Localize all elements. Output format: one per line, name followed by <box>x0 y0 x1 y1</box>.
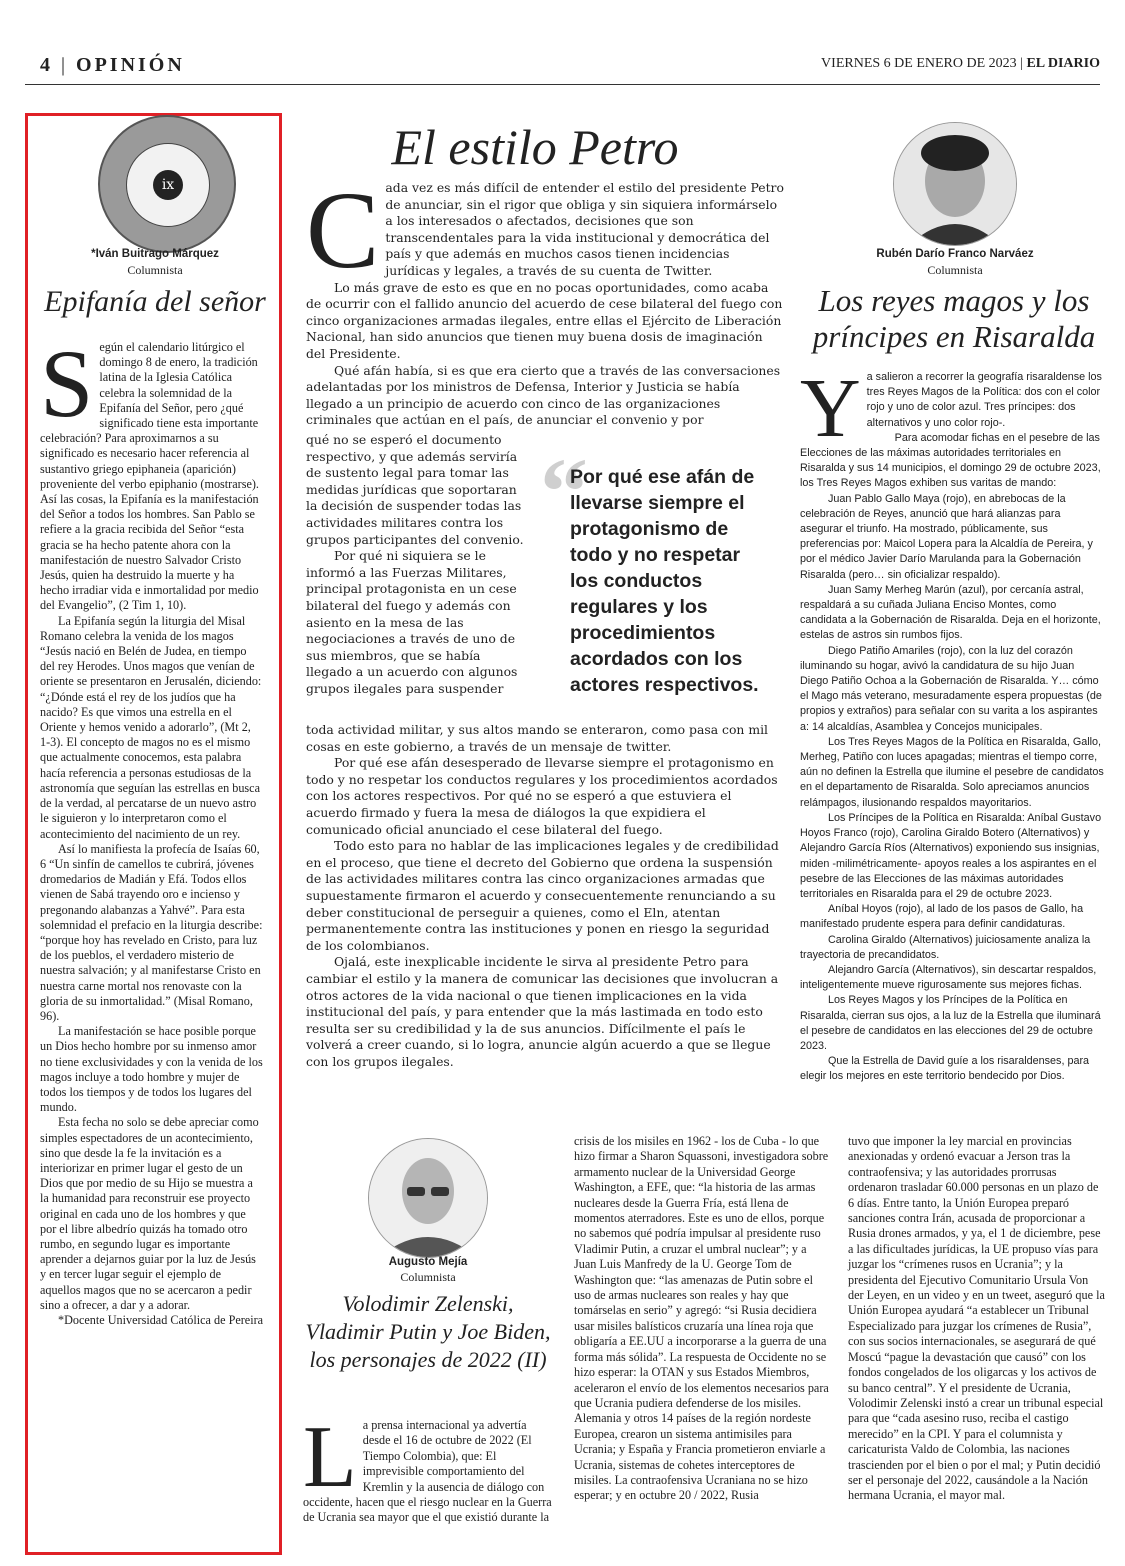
section-name: OPINIÓN <box>76 54 185 76</box>
paragraph: egún el calendario litúrgico el domingo 8 de enero, la tradición latina de la Iglesia Católica celebra la solemnidad de la Epifanía del Señor, pero ¿qué significado tiene esta importante celebración? Para aproximarnos a su significado es necesario hacer referencia al sustantivo griego epiphaneia (aparición) proveniente del verbo epiphanio (mostrarse). Así las cosas, la Epifanía es la manifestación del Señor a todos los hombres. San Pablo se refiere a la gracia recibida del Señor “esta gracia se ha hecho patente ahora con la manifestación de nuestro Salvador Cristo Jesús, quien ha destruido la muerte y ha hecho irradiar vida e inmortalidad por medio del Evangelio”, (2 Tim 1, 10). <box>40 340 259 613</box>
bottom-col-3: tuvo que imponer la ley marcial en provincias anexionadas y ordenó evacuar a Jerson tras la contraofensiva; y las autoridades prorrusas ordenaron trasladar 60.000 personas en un plazo de 6 días. Entre tanto, la Unión Europea preparó sanciones contra Irán, acusada de proporcionar a Rusia drones armados, y ya, el 1 de diciembre, pese a las dificultades jurídicas, la UE propuso vías para juzgar los “crímenes rusos en Ucrania”; y la presidenta del Ejecutivo Comunitario Ursula Von der Leyen, en un video y en un tweet, aseguró que la Unión Europea ayudará “a establecer un Tribunal Especializado para juzgar los crímenes de Rusia”, con sus socios internacionales, se asegurará de qué Moscú “pague la devastación que causó” con los fondos congelados de los oligarcas y los activos de su banco central”. Y el presidente de Ucrania, Volodimir Zelenski instó a crear un tribunal especial para que “cada asesino ruso, reciba el castigo merecido” en la CPI. Y para el columnista y caricaturista Valdo de Colombia, las naciones trascienden por el bien o por el mal; y Putin decidió ser el personaje del 2022, causándole a la Nación hermana Ucrania, el mayor mal. <box>848 1134 1105 1503</box>
page-number: 4 <box>40 54 53 76</box>
left-article-title: Epifanía del señor <box>44 285 266 318</box>
footnote: *Docente Universidad Católica de Pereira <box>58 1313 264 1327</box>
paragraph: Para acomodar fichas en el pesebre de las Elecciones de las máximas autoridades territoriales en Risaralda y sus 14 municipios, el domingo 29 de octubre 2023, los Tres Reyes Magos exhiben sus varitas de mando: <box>800 431 1101 490</box>
paragraph: Los Tres Reyes Magos de la Política en Risaralda, Gallo, Merheg, Patiño con luces apagadas; mientras el tiempo corre, aún no definen la Estrella que ilumine el pesebre de candidatos en el departamento de Risaralda. Solo apreciamos anuncios relámpagos, ilusionando respaldos mayoritarios. <box>800 735 1104 809</box>
left-dropcap: S <box>40 330 94 437</box>
paragraph: Que la Estrella de David guíe a los risaraldenses, para elegir los mejores en este territorio bendecido por Dios. <box>800 1055 1090 1083</box>
page-header-date: VIERNES 6 DE ENERO DE 2023 | EL DIARIO <box>821 56 1100 71</box>
center-article-body-top <box>306 169 784 429</box>
title-line: los personajes de 2022 (II) <box>309 1347 547 1372</box>
paragraph: Alejandro García (Alternativos), sin descartar respaldos, inteligentemente mueve rigurosamente sus mejores fichas. <box>800 963 1097 992</box>
quote-mark-icon: “ <box>540 438 588 545</box>
right-dropcap: Y <box>800 362 861 455</box>
left-author-role: Columnista <box>127 263 183 277</box>
paragraph: Lo más grave de esto es que en no pocas oportunidades, como acaba de ocurrir con el fallido anuncio del acuerdo de cese bilateral del fuego con cinco organizaciones armadas ilegales, entre ellas el Ejército de Liberación Nacional, han sido anuncios que tienen muy buena dosis de imaginación del Presidente. <box>306 279 783 361</box>
paragraph: Ojalá, este inexplicable incidente le sirva al presidente Petro para cambiar el estilo y la manera de comunicar las decisiones que involucran a otros actores de la vida nacional o que tienen implicaciones en la vida institucional del país, y para entender que la más lastimada en todo esto resulta ser su credibilidad y la de sus anuncios. Difícilmente el país le volverá a creer cuando, si lo logra, anuncie algún acuerdo a que se llegue con los grupos ilegales. <box>306 954 779 1069</box>
paragraph: Así lo manifiesta la profecía de Isaías 60, 6 “Un sinfín de camellos te cubrirá, jóvenes dromedarios de Madián y Efá. Todos ellos vienen de Sabá trayendo oro e incienso y pregonando alabanzas a Yahvé”. Para esta solemnidad el prefacio en la liturgia describe: “porque hoy has revelado en Cristo, para luz de los pueblos, el verdadero misterio de nuestra salvación; y al manifestarse Cristo en nuestra carne mortal nos renovaste con la gloria de su inmortalidad.” (Misal Romano, 96). <box>40 841 263 1023</box>
left-article-body <box>40 330 264 1328</box>
header-rule <box>25 84 1100 85</box>
author-photo <box>368 1138 488 1258</box>
paragraph: Todo esto para no hablar de las implicaciones legales y de credibilidad en el proceso, que tiene el decreto del Gobierno que ordena la suspensión de las actividades militares contra las cinco organizaciones armadas que supuestamente firmaron el acuerdo y consecuentemente renunciando a su deber constitucional de perseguir a quienes, como el Eln, atentan permanentemente contra las instituciones y ponen en riesgo la seguridad de los colombianos. <box>306 838 779 953</box>
center-article-body-narrow <box>306 432 524 698</box>
page-header-section: 4 | OPINIÓN <box>40 54 185 76</box>
university-seal-icon: ix <box>98 115 236 253</box>
paragraph: Los Príncipes de la Política en Risaralda: Aníbal Gustavo Hoyos Franco (rojo), Carolina Giraldo Botero (Alternativos) y Alejandro García Ríos (Alternativos) exponiendo sus insignias, miden -milimétricamente- apoyos reales a los aspirantes en el pesebre de las Elecciones de las máximas autoridades territoriales en Risaralda para el 29 de octubre 2023. <box>800 811 1102 900</box>
center-article-title: El estilo Petro <box>391 119 679 175</box>
paragraph: Por qué ni siquiera se le informó a las Fuerzas Militares, principal protagonista en un cese bilateral del fuego y además con asiento en la mesa de las negociaciones a través de uno de sus miembros, que se había llegado a un acuerdo con algunos grupos ilegales para suspender <box>306 548 518 696</box>
paragraph: Aníbal Hoyos (rojo), al lado de los pasos de Gallo, ha manifestado prudente espera para definir candidaturas. <box>800 903 1084 931</box>
paragraph: toda actividad militar, y sus altos mando se enteraron, como pasa con mil cosas en este gobierno, a través de un mensaje de twitter. <box>306 722 769 754</box>
paragraph: Los Reyes Magos y los Príncipes de la Política en Risaralda, cierran sus ojos, a la luz de la Estrella que iluminará el pesebre de candidatos en las elecciones del 29 de octubre 2023. <box>800 994 1101 1052</box>
paragraph: Por qué ese afán desesperado de llevarse siempre el protagonismo en todo y no respetar los conductos regulares y los procedimientos acordados con los actores respectivos. Por qué no se esperó a que estuviera el acuerdo firmado y fuera la mesa de diálogos la que expidiera el comunicado oficial anunciado el cese bilateral del fuego. <box>306 755 778 837</box>
bottom-author-role: Columnista <box>400 1270 456 1284</box>
paragraph: a prensa internacional ya advertía desde el 16 de octubre de 2022 (El Tiempo Colombia), que: El imprevisible comportamiento del Kremlin y la ausencia de diálogo con occidente, hacen que el riesgo nuclear en la Guerra de Ucrania sea mayor que el que existió durante la <box>303 1418 552 1525</box>
paragraph: Qué afán había, si es que era cierto que a través de las conversaciones adelantadas por los ministros de Defensa, Interior y Justicia se había llegado a un principio de acuerdo con cinco de las organizaciones criminales que actúan en el país, de anunciar el convenio y por <box>306 362 781 428</box>
center-dropcap: C <box>306 169 380 291</box>
paragraph: qué no se esperó el documento respectivo, y que además serviría de sustento legal para tomar las medidas jurídicas que soportaran la decisión de suspender todas las actividades militares contra los grupos participantes del convenio. <box>306 432 524 547</box>
center-article-body-bottom <box>306 722 784 1070</box>
right-author-role: Columnista <box>927 263 983 277</box>
bottom-col-1 <box>303 1409 556 1526</box>
paragraph: Esta fecha no solo se debe apreciar como simples espectadores de un acontecimiento, sino que desde la fe la invitación es a interiorizar en primer lugar el gesto de un Dios que por medio de su Hijo se muestra a la humanidad para reconstruir ese proyecto original en cada uno de los hombres y que por el libre albedrío quizás ha tomado otro rumbo, en segundo lugar es importante aprender a dejarnos guiar por la luz de Jesús y en tercer lugar seguir el ejemplo de aquellos magos que no se acercaron a pedir sino a ofrecer, a dar y a adorar. <box>40 1115 259 1312</box>
paragraph: La manifestación se hace posible porque un Dios hecho hombre por su inmenso amor no tiene exclusividades y con la venida de los magos incluye a todo hombre y mujer de todos los tiempos y de todos los lugares del mundo. <box>40 1024 263 1115</box>
paragraph: Carolina Giraldo (Alternativos) juiciosamente analiza la trayectoria de precandidatos. <box>800 933 1091 961</box>
paragraph: ada vez es más difícil de entender el estilo del presidente Petro de anunciar, sin el rigor que obliga y sin siquiera informárselo a los interesados o afectados, decisiones que son transcendentales para la vida institucional y democrática del país y que además en muchos casos tienen incidencias jurídicas y legales, a través de su cuenta de Twitter. <box>385 180 784 278</box>
title-line: Vladimir Putin y Joe Biden, <box>305 1319 551 1344</box>
paragraph: Juan Samy Merheg Marún (azul), por cercanía astral, respaldará a su cuñada Juliana Enciso Montes, como candidata a la Gobernación de Risaralda. Deja en el horizonte, estelas de astros sin rumbos fijos. <box>800 583 1101 642</box>
paragraph: La Epifanía según la liturgia del Misal Romano celebra la venida de los magos “Jesús nació en Belén de Judea, en tiempo del rey Herodes. Unos magos que venían de oriente se presentaron en Jerusalén, diciendo: “¿Dónde está el rey de los judíos que ha nacido? Es que vimos una estrella en el Oriente y hemos venido a adorarlo”, (Mt 2, 1-3). El concepto de magos no es el mismo que actualmente conocemos, esta palabra hacía referencia a personas estudiosas de la astronomía que seguían las estrellas en busca de la verdad, al percatarse de un nuevo astro le siguieron y lo interpretaron como el acontecimiento del nacimiento de un rey. <box>40 613 262 841</box>
left-author-name: *Iván Buitrago Márquez <box>91 248 219 260</box>
right-author-name: Rubén Darío Franco Narváez <box>876 248 1034 260</box>
pull-quote: Por qué ese afán de llevarse siempre el protagonismo de todo y no respetar los conductos regulares y los procedimientos acordados con los actores respectivos. <box>570 466 759 696</box>
bottom-col-2: crisis de los misiles en 1962 - los de Cuba - lo que hizo firmar a Sharon Squassoni, investigadora sobre armamento nuclear de la Universidad George Washington, a EFE, que: “la historia de las armas nucleares desde la Guerra Fría, está llena de momentos aterradores. Este es uno de ellos, porque no sabemos qué podría impulsar al presidente ruso Vladimir Putin, a cruzar el umbral nuclear”; y a Juan Luis Manfredy de la U. George Tom de Washington que: “las amenazas de Putin sobre el uso de armas nucleares son reales y hay que tomárselas en serio” y agregó: “si Rusia decidiera usar misiles balísticos cruzaría una línea roja que obligaría a EE.UU a incorporarse a la guerra de una forma más sólida”. La respuesta de Occidente no se hizo esperar: la OTAN y sus Estados Miembros, aceleraron el envío de los elementos necesarios para que Ucrania pudiera defenderse de los misiles. Alemania y otros 14 países de la región nordeste Europea, crearon un sistema antimisiles para Ucrania; y España y Francia prometieron enviarle a Ucrania, sistemas de cohetes interceptores de misiles. La contraofensiva Ucraniana no se hizo esperar; y en octubre 20 / 2022, Rusia <box>574 1134 829 1503</box>
paragraph: a salieron a recorrer la geografía risaraldense los tres Reyes Magos de la Política: dos con el color rojo y uno de color azul. Tres príncipes: dos alternativos y uno color rojo-. <box>866 371 1102 429</box>
issue-date: VIERNES 6 DE ENERO DE 2023 <box>821 56 1017 71</box>
right-article-body <box>800 362 1104 1085</box>
title-line: Volodimir Zelenski, <box>342 1291 514 1316</box>
bottom-author-name: Augusto Mejía <box>388 1256 468 1268</box>
bottom-article-title <box>300 1290 556 1374</box>
newspaper-name: EL DIARIO <box>1026 56 1100 71</box>
paragraph: Juan Pablo Gallo Maya (rojo), en abrebocas de la celebración de Reyes, anunció que hará alianzas para asegurar el triunfo. Ha mostrado, públicamente, sus preferencias por: Maicol Lopera para la Alcaldía de Pereira, y por el médico Javier Darío Marulanda para la Gobernación Risaralda (pero… sin oficializar respaldo). <box>800 492 1093 581</box>
author-photo <box>893 122 1017 246</box>
paragraph: Diego Patiño Amariles (rojo), con la luz del corazón iluminando su hogar, avivó la candidatura de su hijo Juan Diego Patiño Ochoa a la Gobernación de Risaralda. Y… cómo el Mago más veterano, mesuradamente espera propuestas (de propios y extraños) para señalar con su varita a los aspirantes a: 14 alcaldías, Asamblea y Concejos municipales. <box>800 644 1102 733</box>
bottom-dropcap: L <box>303 1409 357 1506</box>
right-article-title: Los reyes magos y los príncipes en Risaralda <box>812 283 1096 354</box>
